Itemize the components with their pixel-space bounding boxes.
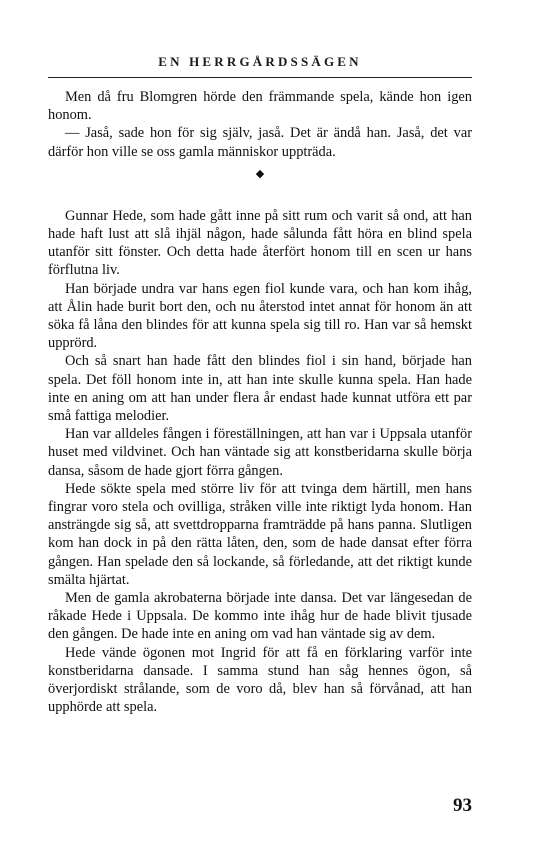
paragraph: Och så snart han hade fått den blindes fiol i sin hand, började han spela. Det föll honom inte in, att han inte skulle kunna spela. Han hade inte en aning om att han under flera år endast hade kunnat utföra ett par små fattiga melodier. [48, 353, 472, 425]
paragraph: Men då fru Blomgren hörde den främmande spela, kände hon igen honom. [48, 89, 472, 124]
paragraph: Gunnar Hede, som hade gått inne på sitt rum och varit så ond, att han hade haft lust att slå ihjäl någon, hade sålunda fått höra en blind spela utanför sitt fönster. Och detta hade återfört honom till en scen ur hans förflutna liv. [48, 207, 472, 279]
paragraph: Han var alldeles fången i föreställningen, att han var i Uppsala utanför huset med vildvinet. Och han väntade sig att konstberidarna skulle börja dansa, såsom de hade gjort förra gången. [48, 426, 472, 479]
paragraph: Hede sökte spela med större liv för att tvinga dem härtill, men hans fingrar voro stela och ovilliga, stråken ville inte riktigt lyda honom. Han ansträngde sig så, att svettdropparna framträdde på hans panna. Slutligen kom han dock in på den rätta låten, den, som de hade dansat efter förra gången. Han spelade den så lockande, så förledande, att det riktigt kunde smälta hjärtat. [48, 480, 472, 588]
paragraph: Han började undra var hans egen fiol kunde vara, och han kom ihåg, att Ålin hade burit bort den, och nu återstod intet annat för honom än att söka få låna den blindes för att kunna spela sig till ro. Han var så hemskt upprörd. [48, 280, 472, 352]
header-rule [48, 77, 472, 78]
page-number: 93 [453, 795, 472, 816]
section-break-ornament: ◆ [255, 167, 265, 180]
paragraph: Men de gamla akrobaterna började inte dansa. Det var längesedan de råkade Hede i Uppsala. De kommo inte ihåg hur de hade blivit tjusade den gången. De hade inte en aning om vad han väntade sig av dem. [48, 590, 472, 643]
body-text [48, 88, 472, 717]
running-head: EN HERRGÅRDSSÄGEN [158, 54, 362, 69]
paragraph: — Jaså, sade hon för sig själv, jaså. Det är ändå han. Jaså, det var därför hon ville se oss gamla människor uppträda. [48, 125, 472, 160]
paragraph: Hede vände ögonen mot Ingrid för att få en förklaring varför inte konstberidarna dansade. I samma stund han såg hennes ögon, så överjordiskt strålande, som de voro då, blev han så förvånad, att han upphörde att spela. [48, 644, 472, 716]
